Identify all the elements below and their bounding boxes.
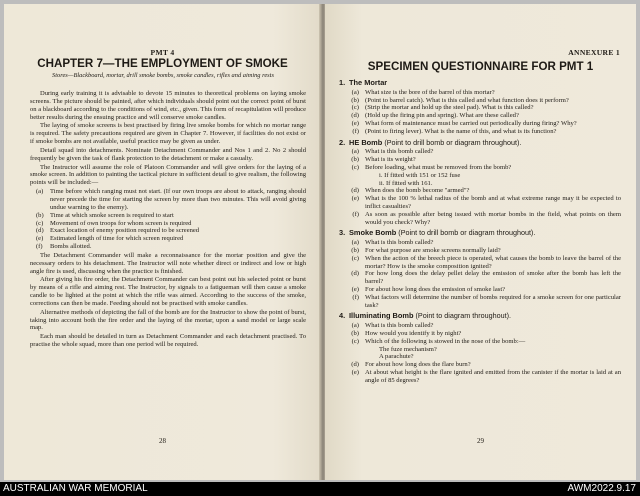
list-item-text: Time before which ranging must not start. (If our own troops are about to attack, ranging should never precede the time for starting the screen by more than two minutes. This will avoid giving undue warning to the enemy).: [50, 188, 306, 211]
question-label: (b): [351, 246, 359, 254]
question-item: [339, 330, 621, 338]
section-instruction: (Point to drill bomb or diagram throughout).: [398, 228, 536, 238]
list-item-label: (a): [36, 188, 44, 196]
question-text: As soon as possible after being issued with mortar bombs in the field, what points on them would you check? Why?: [365, 210, 621, 226]
question-item: [339, 286, 621, 294]
question-text: What is this bomb called?: [365, 322, 434, 330]
left-page-header: PMT 4: [150, 48, 175, 57]
stores-subtitle: Stores—Blackboard, mortar, drill smoke bombs, smoke candles, rifles and aiming rests: [52, 72, 274, 79]
paragraph: Alternative methods of depicting the fall of the bomb are for the Instructor to show the point of burst, taking into account both the fire order and the laying of the mortar, upon a sand model or large scale map.: [30, 308, 306, 332]
section-title: Illuminating Bomb: [349, 311, 414, 321]
question-item: [339, 369, 621, 385]
list-item-label: (f): [36, 243, 43, 251]
question-item: [339, 322, 621, 330]
section-instruction: (Point to drill bomb or diagram throughout).: [384, 137, 522, 147]
question-label: (a): [351, 322, 359, 330]
question-item: [339, 112, 621, 120]
right-page-header: ANNEXURE 1: [568, 48, 620, 57]
question-text: For about how long does the flare burn?: [365, 361, 471, 369]
collection-footer: [0, 482, 640, 496]
footer-accession-number: AWM2022.9.17: [567, 483, 636, 494]
list-item: [30, 212, 306, 220]
question-text: What factors will determine the number of bombs required for a smoke screen for one particular task?: [365, 293, 621, 309]
page-number-right: 29: [477, 437, 484, 445]
question-text: (Strip the mortar and hold up the steel pad). What is this called?: [365, 104, 534, 112]
question-text: (Point to firing lever). What is the name of this, and what is its function?: [365, 127, 557, 135]
question-text: What form of maintenance must be carried out periodically during firing? Why?: [365, 119, 577, 127]
paragraph: The Detachment Commander will make a reconnaissance for the mortar position and give the necessary orders to his detachment. The Instructor will note whether direct or indirect and low or high angle fire is used, discussing when the practice is finished.: [30, 251, 306, 275]
question-subitem: A parachute?: [379, 353, 414, 361]
section-number: 1.: [339, 78, 346, 87]
question-item: [339, 195, 621, 211]
question-label: (a): [351, 148, 359, 156]
paragraph: The Instructor will assume the role of Platoon Commander and will give orders for the laying of a smoke screen. In addition to painting the tactical picture in sufficient detail to give realism, the following points will be included:—: [30, 163, 306, 187]
question-label: (d): [351, 112, 359, 120]
question-label: (a): [351, 239, 359, 247]
list-item-label: (b): [36, 211, 44, 219]
question-label: (e): [351, 119, 359, 127]
question-item: [339, 361, 621, 369]
paragraph: During early training it is advisable to devote 15 minutes to theoretical problems on laying smoke screens. The picture should be painted, after which individuals should point out the correct point of burst on a blackboard according to the conditions of wind, etc., given. This form of recapitulation will produce better results during the ensuing practice and will conserve smoke candles.: [30, 90, 306, 121]
question-item: [339, 247, 621, 255]
question-label: (b): [351, 156, 359, 164]
section-heading: [339, 139, 621, 147]
question-label: (e): [351, 368, 359, 376]
question-item: [339, 255, 621, 271]
section-heading: [339, 312, 621, 320]
footer-institution: AUSTRALIAN WAR MEMORIAL: [3, 483, 148, 494]
question-label: (c): [351, 104, 359, 112]
question-item: [339, 148, 621, 156]
question-subitem: The fuze mechanism?: [379, 345, 437, 353]
list-item-text: Exact location of enemy position required to be screened: [50, 227, 200, 235]
question-label: (f): [352, 293, 359, 301]
question-item: [339, 156, 621, 164]
question-item: [339, 164, 621, 172]
list-item-label: (c): [36, 219, 44, 227]
list-item-text: Estimated length of time for which screen required: [50, 235, 184, 243]
questionnaire: [339, 76, 621, 384]
question-label: (f): [352, 210, 359, 218]
question-label: (d): [351, 187, 359, 195]
list-item-text: Movement of own troops for whom screen is required: [50, 219, 192, 227]
question-item: [339, 338, 621, 346]
question-label: (a): [351, 88, 359, 96]
section-title: HE Bomb: [349, 137, 383, 147]
question-text: (Hold up the firing pin and spring). What are these called?: [365, 112, 519, 120]
question-text: What size is the bore of the barrel of this mortar?: [365, 88, 495, 96]
question-label: (b): [351, 96, 359, 104]
section-instruction: (Point to diagram throughout).: [415, 311, 512, 321]
page-number-left: 28: [159, 437, 166, 445]
paragraph: Each man should be detailed in turn as Detachment Commander and each detachment practised. To practise the whole squad, more than one period will be required.: [30, 333, 306, 349]
question-item: [339, 104, 621, 112]
list-item-text: Time at which smoke screen is required to start: [50, 211, 174, 219]
question-text: For how long does the delay pellet delay the emission of smoke after the bomb has left the barrel?: [365, 270, 621, 286]
question-item: [339, 97, 621, 105]
question-label: (e): [351, 285, 359, 293]
question-text: What is the 100 % lethal radius of the bomb and at what extreme range may it be expected to inflict casualties?: [365, 195, 621, 210]
chapter-title: CHAPTER 7—THE EMPLOYMENT OF SMOKE: [37, 57, 288, 70]
question-label: (e): [351, 195, 359, 203]
list-item: [30, 188, 306, 212]
question-text: At about what height is the flare ignited and emitted from the canister if the mortar is laid at an angle of 85 degrees?: [365, 368, 621, 384]
question-label: (f): [352, 127, 359, 135]
question-item: [339, 211, 621, 227]
section-number: 2.: [339, 137, 346, 147]
question-label: (c): [351, 337, 359, 345]
section-heading: [339, 79, 621, 87]
section-title: The Mortar: [349, 78, 388, 87]
chapter-body: [30, 90, 306, 350]
question-label: (b): [351, 329, 359, 337]
question-item: [339, 239, 621, 247]
question-label: (d): [351, 361, 359, 369]
question-label: (c): [351, 163, 359, 171]
list-item: [30, 227, 306, 235]
question-subitem: i. If fitted with 151 or 152 fuse: [379, 171, 461, 179]
question-text: How would you identify it by night?: [365, 329, 462, 337]
question-text: Which of the following is stowed in the nose of the bomb:—: [365, 337, 526, 345]
book-spread: [4, 4, 636, 480]
question-item: [339, 120, 621, 128]
question-text: For what purpose are smoke screens normally laid?: [365, 246, 501, 254]
paragraph: After giving his fire order, the Detachment Commander can best point out his selected point or burst by means of a rifle and aiming rest. The Instructor, by signals to a fatigueman will then cause a smoke candle to be lighted at the point at which the rifle was aimed. According to the success of the smoke, corrections can then be made. Feeding should not be practised with smoke candles.: [30, 276, 306, 307]
question-text: (Point to barrel catch). What is this called and what function does it perform?: [365, 96, 569, 104]
question-item: [339, 294, 621, 310]
question-text: What is its weight?: [365, 156, 416, 164]
paragraph: The laying of smoke screens is best practised by firing live smoke bombs for which no mortar range is required. The safety precautions required are given in Chapter 7. However, if facilities do not exist or if smoke bombs are not available, useful practice may be given as under.: [30, 122, 306, 146]
list-item-text: Bombs allotted.: [50, 243, 92, 251]
question-label: (d): [351, 270, 359, 278]
question-item: [339, 270, 621, 286]
question-text: Before loading, what must be removed from the bomb?: [365, 163, 512, 171]
section-number: 3.: [339, 228, 346, 238]
question-text: When does the bomb become "armed"?: [365, 187, 470, 195]
right-page: [325, 4, 636, 480]
section-title: Smoke Bomb: [349, 228, 397, 238]
question-item: [339, 187, 621, 195]
section-number: 4.: [339, 311, 346, 321]
question-label: (c): [351, 254, 359, 262]
list-item: [30, 243, 306, 251]
question-text: For about how long does the emission of smoke last?: [365, 285, 506, 293]
paragraph: Detail squad into detachments. Nominate Detachment Commander and Nos 1 and 2. No 2 should frequently be given the task of flank protection to the detachment or make a casualty.: [30, 146, 306, 162]
list-item-label: (d): [36, 227, 44, 235]
question-item: [339, 128, 621, 136]
left-page: [4, 4, 321, 480]
list-item: [30, 220, 306, 228]
question-subitem: ii. If fitted with 161.: [379, 179, 433, 187]
question-text: What is this bomb called?: [365, 239, 434, 247]
question-item: [339, 89, 621, 97]
list-item-label: (e): [36, 235, 44, 243]
list-item: [30, 235, 306, 243]
question-text: What is this bomb called?: [365, 148, 434, 156]
annexure-title: SPECIMEN QUESTIONNAIRE FOR PMT 1: [367, 60, 594, 73]
section-heading: [339, 229, 621, 237]
question-text: When the action of the breech piece is operated, what causes the bomb to leave the barrel of the mortar? How is the smoke composition ignited?: [365, 254, 621, 270]
